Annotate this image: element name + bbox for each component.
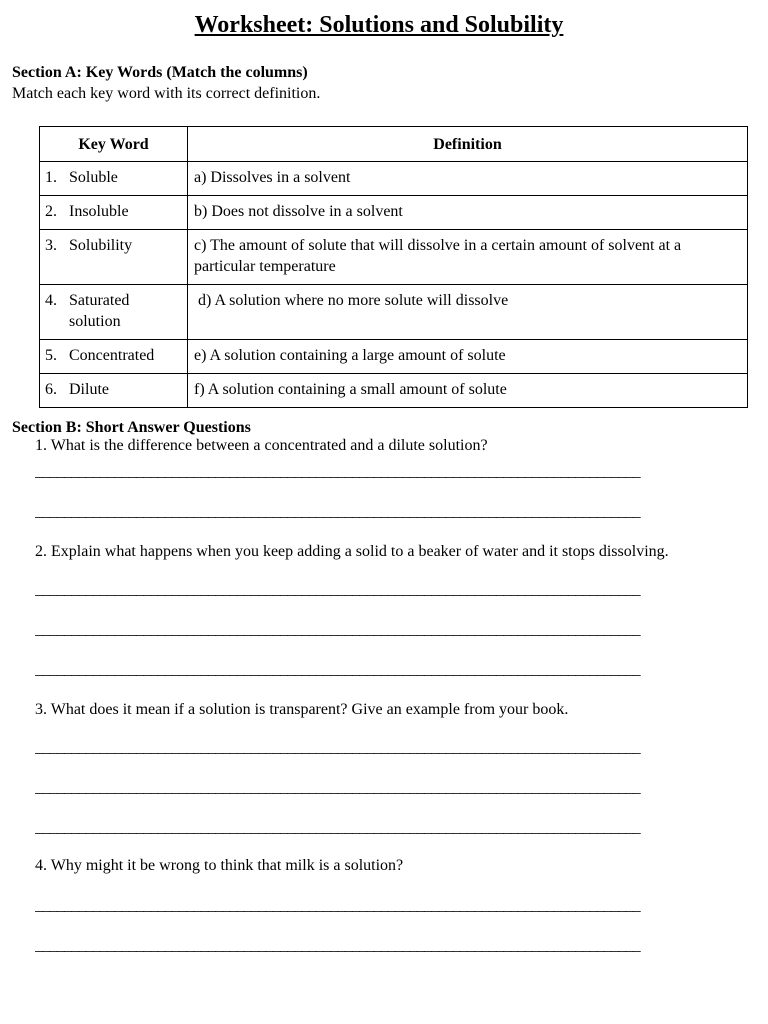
answer-line[interactable]: ____________________________________________________________________________________ — [35, 897, 640, 914]
question-1: 1. What is the difference between a concentrated and a dilute solution? — [35, 437, 488, 454]
keyword-text: Soluble — [69, 169, 118, 186]
section-a-instruction: Match each key word with its correct definition. — [12, 85, 321, 102]
table-row — [40, 162, 748, 196]
answer-line[interactable]: ____________________________________________________________________________________ — [35, 503, 640, 520]
table-row — [40, 230, 748, 285]
definition-cell: d) A solution where no more solute will dissolve — [188, 285, 748, 340]
keyword-cell — [40, 230, 188, 285]
keyword-text: Dilute — [69, 381, 109, 398]
row-number: 6. — [45, 381, 57, 398]
answer-line[interactable]: ____________________________________________________________________________________ — [35, 463, 640, 480]
keyword-cell — [40, 285, 188, 340]
keyword-cell — [40, 196, 188, 230]
keyword-cell — [40, 162, 188, 196]
answer-line[interactable]: ____________________________________________________________________________________ — [35, 937, 640, 954]
answer-line[interactable]: ____________________________________________________________________________________ — [35, 779, 640, 796]
keyword-column-header: Key Word — [40, 127, 188, 162]
answer-line[interactable]: ____________________________________________________________________________________ — [35, 739, 640, 756]
definition-column-header: Definition — [188, 127, 748, 162]
definition-cell: b) Does not dissolve in a solvent — [188, 196, 748, 230]
definition-cell: f) A solution containing a small amount of solute — [188, 374, 748, 408]
question-3: 3. What does it mean if a solution is transparent? Give an example from your book. — [35, 701, 569, 718]
row-number: 3. — [45, 237, 57, 254]
table-row — [40, 374, 748, 408]
definition-cell: e) A solution containing a large amount of solute — [188, 340, 748, 374]
row-number: 4. — [45, 292, 57, 309]
key-words-table — [39, 126, 748, 408]
keyword-cell — [40, 374, 188, 408]
table-row — [40, 340, 748, 374]
section-a-heading: Section A: Key Words (Match the columns) — [12, 64, 308, 81]
table-row — [40, 285, 748, 340]
keyword-text: Saturated solution — [69, 292, 130, 330]
table-header-row — [40, 127, 748, 162]
keyword-text: Insoluble — [69, 203, 129, 220]
section-b-heading: Section B: Short Answer Questions — [12, 419, 251, 436]
definition-cell: c) The amount of solute that will dissolve in a certain amount of solvent at a particular temperature — [188, 230, 748, 285]
table-row — [40, 196, 748, 230]
keyword-cell — [40, 340, 188, 374]
keyword-text: Concentrated — [69, 347, 155, 364]
answer-line[interactable]: ____________________________________________________________________________________ — [35, 819, 640, 836]
row-number: 1. — [45, 169, 57, 186]
keyword-text: Solubility — [69, 237, 133, 254]
question-2: 2. Explain what happens when you keep adding a solid to a beaker of water and it stops dissolving. — [35, 543, 669, 560]
page-title: Worksheet: Solutions and Solubility — [194, 12, 564, 38]
row-number: 2. — [45, 203, 57, 220]
answer-line[interactable]: ____________________________________________________________________________________ — [35, 581, 640, 598]
definition-cell: a) Dissolves in a solvent — [188, 162, 748, 196]
row-number: 5. — [45, 347, 57, 364]
question-4: 4. Why might it be wrong to think that milk is a solution? — [35, 857, 404, 874]
answer-line[interactable]: ____________________________________________________________________________________ — [35, 661, 640, 678]
answer-line[interactable]: ____________________________________________________________________________________ — [35, 621, 640, 638]
